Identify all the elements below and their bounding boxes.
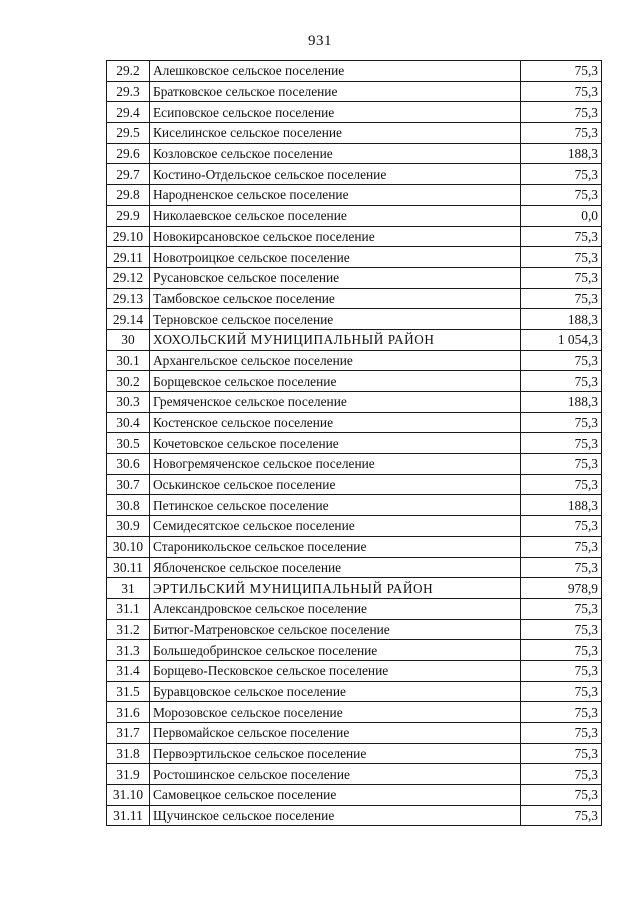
row-number-cell: 31.7 [107,723,150,744]
district-row [107,329,602,350]
row-number-cell: 31.10 [107,785,150,806]
amount-cell: 188,3 [521,392,602,413]
row-number-cell: 31.8 [107,743,150,764]
table-row [107,557,602,578]
settlement-name-cell: Новогремяченское сельское поселение [150,454,521,475]
row-number-cell: 30.4 [107,412,150,433]
table-row [107,267,602,288]
row-number-cell: 30 [107,329,150,350]
settlement-name-cell: Киселинское сельское поселение [150,123,521,144]
table-row [107,61,602,82]
settlement-name-cell: Архангельское сельское поселение [150,350,521,371]
amount-cell: 75,3 [521,805,602,826]
table-row [107,516,602,537]
row-number-cell: 30.1 [107,350,150,371]
table-row [107,660,602,681]
row-number-cell: 29.7 [107,164,150,185]
row-number-cell: 31.9 [107,764,150,785]
table-body [107,61,602,826]
row-number-cell: 30.2 [107,371,150,392]
amount-cell: 75,3 [521,81,602,102]
amount-cell: 75,3 [521,681,602,702]
amount-cell: 188,3 [521,143,602,164]
settlement-name-cell: Яблоченское сельское поселение [150,557,521,578]
table-row [107,785,602,806]
amount-cell: 0,0 [521,205,602,226]
table-row [107,309,602,330]
row-number-cell: 30.3 [107,392,150,413]
row-number-cell: 31.3 [107,640,150,661]
table-row [107,702,602,723]
table-row [107,102,602,123]
table-row [107,805,602,826]
settlement-name-cell: Буравцовское сельское поселение [150,681,521,702]
settlement-name-cell: Русановское сельское поселение [150,267,521,288]
amount-cell: 75,3 [521,764,602,785]
table-row [107,226,602,247]
row-number-cell: 30.8 [107,495,150,516]
amount-cell: 75,3 [521,226,602,247]
amount-cell: 978,9 [521,578,602,599]
amount-cell: 75,3 [521,288,602,309]
row-number-cell: 30.5 [107,433,150,454]
amount-cell: 75,3 [521,454,602,475]
settlement-name-cell: Тамбовское сельское поселение [150,288,521,309]
row-number-cell: 29.3 [107,81,150,102]
row-number-cell: 30.9 [107,516,150,537]
amount-cell: 75,3 [521,557,602,578]
table-row [107,350,602,371]
amount-cell: 75,3 [521,433,602,454]
amount-cell: 75,3 [521,702,602,723]
table-row [107,598,602,619]
amount-cell: 75,3 [521,102,602,123]
table-row [107,247,602,268]
table-row [107,454,602,475]
table-row [107,81,602,102]
settlement-name-cell: Алешковское сельское поселение [150,61,521,82]
amount-cell: 75,3 [521,267,602,288]
settlement-name-cell: Братковское сельское поселение [150,81,521,102]
amount-cell: 75,3 [521,164,602,185]
settlement-name-cell: ХОХОЛЬСКИЙ МУНИЦИПАЛЬНЫЙ РАЙОН [150,329,521,350]
settlement-name-cell: Петинское сельское поселение [150,495,521,516]
settlement-name-cell: Александровское сельское поселение [150,598,521,619]
amount-cell: 75,3 [521,785,602,806]
table-row [107,764,602,785]
settlement-name-cell: Новокирсановское сельское поселение [150,226,521,247]
settlement-name-cell: Первоэртильское сельское поселение [150,743,521,764]
table-row [107,288,602,309]
row-number-cell: 30.7 [107,474,150,495]
settlement-name-cell: Морозовское сельское поселение [150,702,521,723]
settlement-name-cell: Самовецкое сельское поселение [150,785,521,806]
table-row [107,371,602,392]
table-row [107,743,602,764]
settlement-name-cell: Семидесятское сельское поселение [150,516,521,537]
row-number-cell: 31.1 [107,598,150,619]
settlement-name-cell: Щучинское сельское поселение [150,805,521,826]
settlement-name-cell: Большедобринское сельское поселение [150,640,521,661]
table-row [107,536,602,557]
amount-cell: 75,3 [521,247,602,268]
amount-cell: 75,3 [521,723,602,744]
row-number-cell: 29.4 [107,102,150,123]
settlement-name-cell: Костино-Отдельское сельское поселение [150,164,521,185]
settlement-name-cell: Первомайское сельское поселение [150,723,521,744]
table-row [107,433,602,454]
table-row [107,723,602,744]
settlement-name-cell: Кочетовское сельское поселение [150,433,521,454]
amount-cell: 75,3 [521,660,602,681]
amount-cell: 1 054,3 [521,329,602,350]
district-row [107,578,602,599]
amount-cell: 75,3 [521,536,602,557]
amount-cell: 75,3 [521,474,602,495]
table-row [107,185,602,206]
settlement-name-cell: Староникольское сельское поселение [150,536,521,557]
settlement-name-cell: Оськинское сельское поселение [150,474,521,495]
settlement-name-cell: Гремяченское сельское поселение [150,392,521,413]
table-row [107,412,602,433]
table-row [107,143,602,164]
amount-cell: 75,3 [521,598,602,619]
amount-cell: 75,3 [521,185,602,206]
amount-cell: 188,3 [521,495,602,516]
settlement-name-cell: Борщевское сельское поселение [150,371,521,392]
row-number-cell: 29.5 [107,123,150,144]
row-number-cell: 29.2 [107,61,150,82]
table-row [107,619,602,640]
page-number: 931 [308,33,332,49]
settlement-name-cell: Борщево-Песковское сельское поселение [150,660,521,681]
amount-cell: 75,3 [521,743,602,764]
settlement-name-cell: Есиповское сельское поселение [150,102,521,123]
row-number-cell: 31 [107,578,150,599]
settlements-table [106,60,602,826]
settlement-name-cell: Терновское сельское поселение [150,309,521,330]
row-number-cell: 29.12 [107,267,150,288]
row-number-cell: 31.11 [107,805,150,826]
table-row [107,123,602,144]
amount-cell: 75,3 [521,412,602,433]
settlement-name-cell: Николаевское сельское поселение [150,205,521,226]
row-number-cell: 29.13 [107,288,150,309]
table-row [107,681,602,702]
row-number-cell: 31.6 [107,702,150,723]
table-row [107,474,602,495]
amount-cell: 188,3 [521,309,602,330]
table-row [107,164,602,185]
row-number-cell: 30.10 [107,536,150,557]
settlement-name-cell: Ростошинское сельское поселение [150,764,521,785]
amount-cell: 75,3 [521,619,602,640]
settlement-name-cell: Новотроицкое сельское поселение [150,247,521,268]
table-row [107,640,602,661]
row-number-cell: 31.2 [107,619,150,640]
table-row [107,495,602,516]
row-number-cell: 29.8 [107,185,150,206]
table-row [107,392,602,413]
row-number-cell: 29.6 [107,143,150,164]
settlement-name-cell: Козловское сельское поселение [150,143,521,164]
amount-cell: 75,3 [521,61,602,82]
row-number-cell: 29.10 [107,226,150,247]
row-number-cell: 31.5 [107,681,150,702]
settlement-name-cell: Костенское сельское поселение [150,412,521,433]
amount-cell: 75,3 [521,640,602,661]
settlement-name-cell: Народненское сельское поселение [150,185,521,206]
amount-cell: 75,3 [521,123,602,144]
row-number-cell: 29.9 [107,205,150,226]
table-row [107,205,602,226]
amount-cell: 75,3 [521,516,602,537]
row-number-cell: 29.14 [107,309,150,330]
amount-cell: 75,3 [521,371,602,392]
row-number-cell: 30.6 [107,454,150,475]
settlement-name-cell: ЭРТИЛЬСКИЙ МУНИЦИПАЛЬНЫЙ РАЙОН [150,578,521,599]
amount-cell: 75,3 [521,350,602,371]
row-number-cell: 31.4 [107,660,150,681]
row-number-cell: 30.11 [107,557,150,578]
row-number-cell: 29.11 [107,247,150,268]
settlement-name-cell: Битюг-Матреновское сельское поселение [150,619,521,640]
